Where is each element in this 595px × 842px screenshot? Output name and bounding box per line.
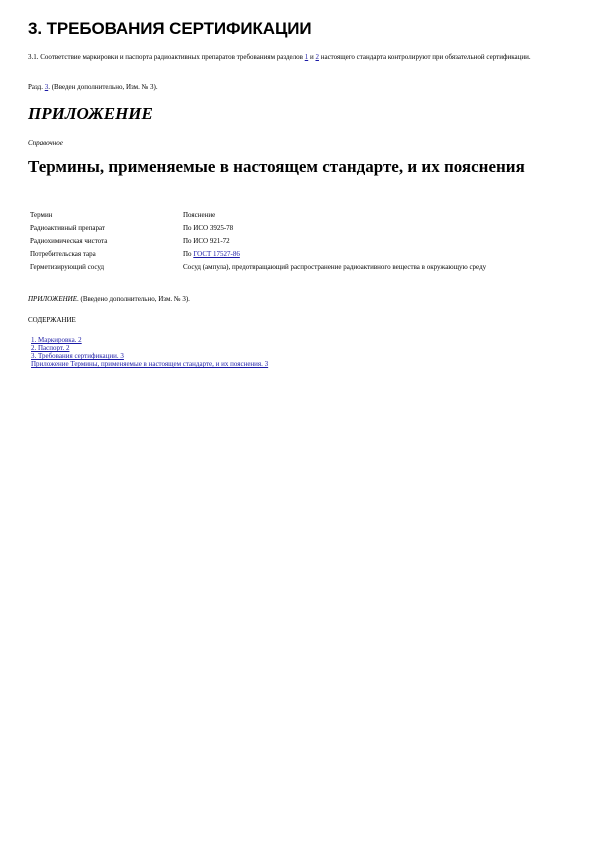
revision-note-text: . (Введен дополнительно, Изм. № 3).: [48, 83, 158, 91]
terms-table: [30, 211, 553, 276]
explanation-column-header: Пояснение: [183, 211, 216, 219]
term-column-header: Термин: [30, 211, 53, 219]
terms-table-header-row: [30, 211, 553, 224]
appendix-reference-label: Справочное: [28, 139, 63, 147]
table-row: [30, 224, 553, 237]
table-row: [30, 263, 553, 276]
explanation-cell: По ИСО 3925-78: [183, 224, 234, 232]
table-row: [30, 250, 553, 263]
explanation-cell: Сосуд (ампула), предотвращающий распространение радиоактивного вещества в окружающую среду: [183, 263, 487, 271]
table-row: [30, 237, 553, 250]
revision-note-prefix: Разд.: [28, 83, 45, 91]
contents-heading: СОДЕРЖАНИЕ: [28, 316, 76, 324]
explanation-cell: [183, 250, 553, 263]
appendix-heading: ПРИЛОЖЕНИЕ: [28, 104, 153, 123]
terms-title: Термины, применяемые в настоящем стандарте, и их пояснения: [28, 157, 525, 176]
appendix-revision-label: ПРИЛОЖЕНИЕ: [28, 295, 77, 303]
certification-text-end: настоящего стандарта контролируют при обязательной сертификации.: [318, 53, 531, 61]
certification-text-start: 3.1. Соответствие маркировки и паспорта радиоактивных препаратов требованиям разделов: [28, 53, 305, 61]
toc-item: [31, 352, 268, 360]
section-1-link[interactable]: 1: [304, 53, 309, 61]
gost-17527-link[interactable]: ГОСТ 17527-86: [193, 250, 240, 258]
term-cell: Потребительская тара: [30, 250, 96, 258]
certification-paragraph: [28, 52, 573, 62]
explanation-cell: По ИСО 921-72: [183, 237, 230, 245]
toc-link-appendix[interactable]: Приложение Термины, применяемые в настоящем стандарте, и их пояснения. 3: [31, 360, 269, 368]
section-3-link[interactable]: 3: [44, 83, 49, 91]
table-of-contents: [31, 336, 268, 368]
toc-item: [31, 360, 268, 368]
section-3-revision-note: [28, 82, 158, 92]
explanation-prefix: По: [183, 250, 194, 258]
appendix-revision-note: [28, 294, 190, 304]
term-cell: Герметизирующий сосуд: [30, 263, 105, 271]
section-3-heading: 3. ТРЕБОВАНИЯ СЕРТИФИКАЦИИ: [28, 19, 312, 38]
toc-link-certification[interactable]: 3. Требования сертификации. 3: [31, 352, 124, 360]
toc-link-passport[interactable]: 2. Паспорт. 2: [31, 344, 70, 352]
appendix-revision-text: . (Введено дополнительно, Изм. № 3).: [77, 295, 190, 303]
toc-item: [31, 344, 268, 352]
term-cell: Радиоактивный препарат: [30, 224, 105, 232]
certification-text-and: и: [308, 53, 316, 61]
section-2-link[interactable]: 2: [315, 53, 319, 61]
term-cell: Радиохимическая чистота: [30, 237, 108, 245]
toc-item: [31, 336, 268, 344]
toc-link-marking[interactable]: 1. Маркировка. 2: [31, 336, 82, 344]
